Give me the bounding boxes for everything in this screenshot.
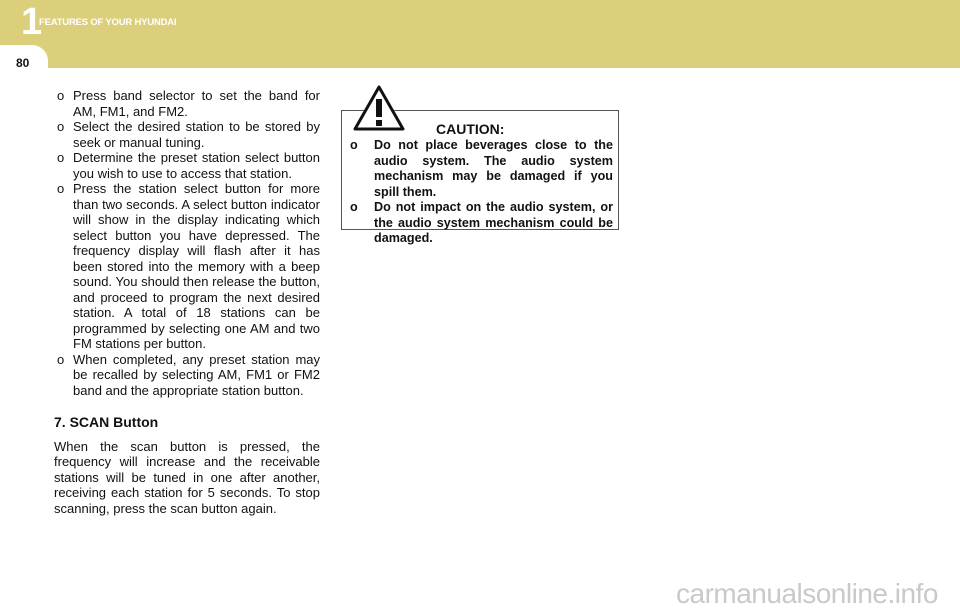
section-number: 1 [21, 1, 43, 43]
caution-box [341, 110, 619, 245]
list-item [54, 352, 320, 399]
caution-title: CAUTION: [436, 121, 505, 137]
watermark: carmanualsonline.info [676, 578, 938, 609]
left-column [54, 88, 320, 516]
body-paragraph: When the scan button is pressed, the frequency will increase and the receivable stations will be tuned in one after another, receiving each station for 5 seconds. To stop scanning, press the scan button again. [54, 438, 320, 516]
list-item [54, 181, 320, 352]
bullet-marker: o [57, 119, 65, 134]
chapter-header-band [0, 0, 960, 68]
list-item [54, 88, 320, 119]
list-item-text: Press the station select button for more than two seconds. A select button indicator will show in the display indicating which select button you have depressed. The frequency display will flash after it has been stored into the memory with a beep sound. You should then release the button, and proceed to program the next desired station. A total of 18 stations can be programmed by selecting one AM and two FM stations per button. [73, 181, 320, 351]
bullet-marker: o [57, 181, 65, 196]
bullet-marker: o [350, 138, 358, 152]
list-item-text: Press band selector to set the band for AM, FM1, and FM2. [73, 88, 320, 119]
list-item [54, 150, 320, 181]
caution-item [349, 138, 613, 200]
list-item [54, 119, 320, 150]
section-title: FEATURES OF YOUR HYUNDAI [39, 17, 177, 28]
warning-triangle-icon [353, 85, 405, 131]
page-number: 80 [16, 56, 30, 70]
bullet-marker: o [350, 200, 358, 214]
list-item-text: Select the desired station to be stored by seek or manual tuning. [73, 119, 320, 150]
list-item-text: When completed, any preset station may be recalled by selecting AM, FM1 or FM2 band and the appropriate station button. [73, 351, 320, 398]
bullet-marker: o [57, 150, 65, 165]
caution-item-text: Do not place beverages close to the audio system. The audio system mechanism may be damaged if you spill them. [374, 138, 613, 199]
caution-item [349, 200, 613, 247]
bullet-marker: o [57, 88, 65, 103]
bullet-marker: o [57, 351, 65, 367]
caution-list [349, 138, 613, 247]
caution-item-text: Do not impact on the audio system, or the audio system mechanism could be damaged. [374, 200, 613, 245]
list-item-text: Determine the preset station select button you wish to use to access that station. [73, 150, 320, 181]
section-heading: 7. SCAN Button [54, 414, 159, 430]
